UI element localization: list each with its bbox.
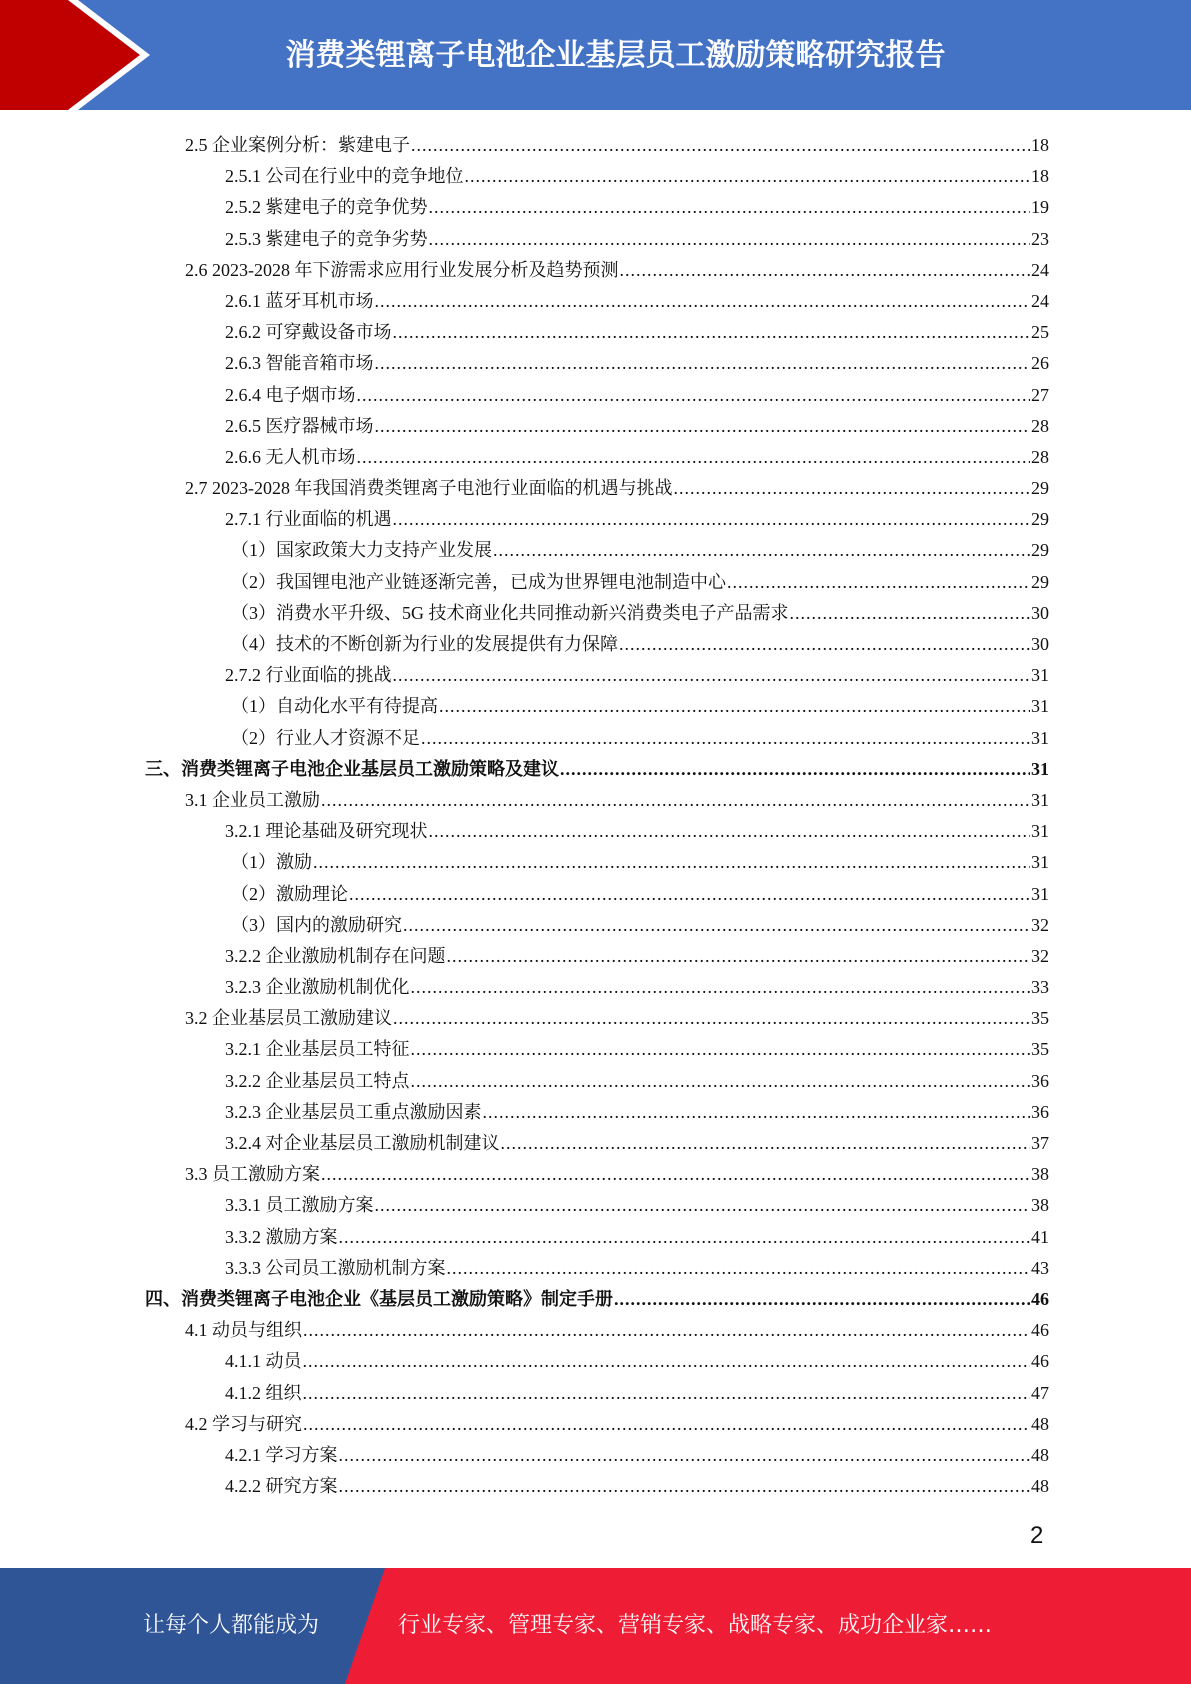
toc-dot-leader [303,1409,1030,1440]
toc-entry-label: 4.2.2 研究方案 [225,1476,338,1497]
toc-entry[interactable] [145,785,1049,816]
toc-dot-leader [619,629,1030,660]
toc-entry[interactable] [145,1440,1049,1471]
toc-dot-leader [429,192,1031,223]
toc-entry-page: 28 [1031,446,1049,467]
toc-entry[interactable] [145,255,1049,286]
toc-dot-leader [393,317,1031,348]
toc-dot-leader [493,535,1030,566]
toc-dot-leader [411,972,1031,1003]
toc-entry-label: 3.2 企业基层员工激励建议 [185,1008,392,1029]
toc-dot-leader [303,1346,1031,1377]
toc-entry[interactable] [145,598,1049,629]
page-number: 2 [1030,1522,1044,1549]
toc-dot-leader [447,941,1031,972]
page-header [0,0,1191,110]
toc-entry[interactable] [145,161,1049,192]
toc-entry-page: 31 [1031,727,1049,748]
toc-entry-label: （1）国家政策大力支持产业发展 [231,540,492,561]
toc-dot-leader [403,910,1030,941]
toc-entry[interactable] [145,1253,1049,1284]
toc-entry[interactable] [145,504,1049,535]
toc-dot-leader [411,1034,1031,1065]
toc-dot-leader [393,1003,1030,1034]
toc-entry-label: 4.1.1 动员 [225,1351,302,1372]
toc-entry-label: 3.3.2 激励方案 [225,1226,338,1247]
toc-entry-page: 31 [1031,789,1049,810]
toc-dot-leader [421,723,1030,754]
toc-entry-page: 32 [1031,945,1049,966]
toc-dot-leader [339,1440,1031,1471]
toc-entry[interactable] [145,941,1049,972]
toc-entry-page: 47 [1031,1382,1049,1403]
toc-entry-page: 29 [1031,540,1049,561]
toc-dot-leader [560,754,1030,785]
toc-entry[interactable] [145,286,1049,317]
toc-entry-page: 30 [1031,602,1049,623]
toc-entry-page: 24 [1031,290,1049,311]
toc-entry[interactable] [145,348,1049,379]
toc-entry-page: 31 [1031,758,1049,779]
toc-dot-leader [483,1097,1031,1128]
toc-entry-page: 18 [1031,166,1049,187]
toc-entry-label: （4）技术的不断创新为行业的发展提供有力保障 [231,634,618,654]
toc-entry-page: 31 [1031,696,1049,717]
toc-entry-label: 2.6.6 无人机市场 [225,446,356,467]
toc-dot-leader [447,1253,1031,1284]
toc-entry-label: 2.7.2 行业面临的挑战 [225,665,392,686]
toc-entry[interactable] [145,411,1049,442]
toc-entry[interactable] [145,1222,1049,1253]
toc-entry[interactable] [145,723,1049,754]
toc-entry-label: 3.2.3 企业基层员工重点激励因素 [225,1101,482,1122]
toc-entry-page: 26 [1031,353,1049,374]
toc-entry-page: 46 [1031,1288,1049,1309]
toc-dot-leader [439,691,1030,722]
document-title: 消费类锂离子电池企业基层员工激励策略研究报告 [285,38,946,73]
toc-entry-label: 2.6.1 蓝牙耳机市场 [225,290,374,311]
toc-entry-page: 33 [1031,977,1049,998]
toc-entry-page: 31 [1031,852,1049,873]
toc-entry[interactable] [145,1409,1049,1440]
toc-entry-label: （1）激励 [231,852,312,873]
toc-entry[interactable] [145,1315,1049,1346]
toc-entry-label: 2.6.3 智能音箱市场 [225,353,374,374]
toc-entry-page: 29 [1031,509,1049,530]
toc-entry-label: 3.2.4 对企业基层员工激励机制建议 [225,1133,500,1153]
toc-dot-leader [375,348,1031,379]
toc-entry[interactable] [145,224,1049,255]
toc-entry-page: 29 [1031,478,1049,499]
toc-entry-page: 31 [1031,821,1049,842]
toc-dot-leader [620,255,1031,286]
toc-entry-page: 24 [1031,259,1049,280]
toc-entry-label: 2.5.2 紫建电子的竞争优势 [225,197,428,218]
toc-entry[interactable] [145,1034,1049,1065]
toc-entry-page: 35 [1031,1008,1049,1029]
toc-entry-page: 31 [1031,883,1049,904]
toc-entry[interactable] [145,1097,1049,1128]
toc-entry[interactable] [145,1471,1049,1502]
toc-entry[interactable] [145,1159,1049,1190]
toc-entry-label: 3.3.3 公司员工激励机制方案 [225,1257,446,1278]
toc-entry[interactable] [145,754,1049,785]
toc-entry-label: 4.1 动员与组织 [185,1320,302,1341]
toc-entry-page: 38 [1031,1164,1049,1185]
toc-entry-label: 2.6.5 医疗器械市场 [225,415,374,436]
toc-dot-leader [429,816,1031,847]
toc-entry-page: 46 [1031,1320,1049,1341]
toc-entry[interactable] [145,1003,1049,1034]
toc-entry-page: 48 [1031,1476,1049,1497]
toc-dot-leader [375,411,1031,442]
toc-entry[interactable] [145,816,1049,847]
toc-dot-leader [339,1222,1031,1253]
toc-entry[interactable] [145,130,1049,161]
toc-dot-leader [674,473,1031,504]
toc-dot-leader [411,130,1030,161]
toc-entry-label: （3）国内的激励研究 [231,914,402,935]
toc-entry-page: 27 [1031,384,1049,405]
toc-entry-label: 2.6.4 电子烟市场 [225,384,356,405]
toc-dot-leader [393,504,1031,535]
toc-entry-page: 28 [1031,415,1049,436]
toc-entry-page: 18 [1031,135,1049,155]
toc-entry[interactable] [145,1128,1049,1159]
toc-dot-leader [429,224,1031,255]
toc-entry-label: 2.6 2023-2028 年下游需求应用行业发展分析及趋势预测 [185,259,619,280]
toc-entry-label: 3.2.1 企业基层员工特征 [225,1039,410,1060]
toc-entry-label: 2.5 企业案例分析：紫建电子 [185,135,410,155]
toc-entry[interactable] [145,629,1049,660]
toc-entry[interactable] [145,691,1049,722]
toc-dot-leader [614,1284,1030,1315]
toc-entry-page: 48 [1031,1413,1049,1434]
toc-entry-page: 36 [1031,1101,1049,1122]
toc-entry-page: 43 [1031,1257,1049,1278]
toc-entry[interactable] [145,317,1049,348]
toc-dot-leader [321,785,1030,816]
toc-entry-label: 4.2.1 学习方案 [225,1444,338,1465]
toc-entry-label: 2.5.1 公司在行业中的竞争地位 [225,166,464,187]
toc-entry[interactable] [145,1284,1049,1315]
toc-entry-page: 41 [1031,1226,1049,1247]
toc-entry[interactable] [145,972,1049,1003]
toc-entry[interactable] [145,473,1049,504]
toc-entry-label: 2.7.1 行业面临的机遇 [225,509,392,530]
toc-dot-leader [375,286,1031,317]
toc-dot-leader [357,380,1031,411]
toc-entry-page: 46 [1031,1351,1049,1372]
toc-entry-page: 19 [1031,197,1049,218]
toc-dot-leader [727,567,1030,598]
toc-entry-label: 三、消费类锂离子电池企业基层员工激励策略及建议 [145,758,559,779]
toc-entry-page: 38 [1031,1195,1049,1216]
footer-slogan-right: 行业专家、管理专家、营销专家、战略专家、成功企业家…… [398,1613,993,1638]
toc-dot-leader [357,442,1031,473]
toc-entry[interactable] [145,1066,1049,1097]
toc-entry-label: 3.2.2 企业激励机制存在问题 [225,945,446,966]
toc-entry-label: 2.5.3 紫建电子的竞争劣势 [225,228,428,249]
toc-dot-leader [411,1066,1031,1097]
toc-entry[interactable] [145,1378,1049,1409]
toc-entry-page: 48 [1031,1444,1049,1465]
toc-entry[interactable] [145,1346,1049,1377]
toc-dot-leader [375,1190,1031,1221]
toc-dot-leader [790,598,1031,629]
toc-entry-page: 25 [1031,322,1049,343]
toc-entry-label: 4.2 学习与研究 [185,1413,302,1434]
page-footer [0,1568,1191,1684]
toc-entry[interactable] [145,380,1049,411]
toc-entry-label: （2）行业人才资源不足 [231,727,420,748]
toc-entry-page: 36 [1031,1070,1049,1091]
toc-entry-label: 3.1 企业员工激励 [185,789,320,810]
toc-dot-leader [465,161,1031,192]
toc-entry-page: 32 [1031,914,1049,935]
toc-entry-label: （3）消费水平升级、5G 技术商业化共同推动新兴消费类电子产品需求 [231,602,789,623]
toc-entry[interactable] [145,1190,1049,1221]
toc-entry[interactable] [145,879,1049,910]
toc-dot-leader [339,1471,1031,1502]
toc-entry-label: 3.3.1 员工激励方案 [225,1195,374,1216]
toc-entry-page: 23 [1031,228,1049,249]
toc-dot-leader [393,660,1031,691]
toc-entry-label: （2）激励理论 [231,883,348,904]
toc-entry-label: 3.3 员工激励方案 [185,1164,320,1185]
toc-entry-label: 四、消费类锂离子电池企业《基层员工激励策略》制定手册 [145,1288,613,1309]
toc-entry[interactable] [145,847,1049,878]
toc-entry[interactable] [145,910,1049,941]
toc-entry-label: 4.1.2 组织 [225,1382,302,1403]
toc-entry-label: 3.2.1 理论基础及研究现状 [225,821,428,842]
footer-slogan-left: 让每个人都能成为 [143,1613,320,1638]
toc-entry-page: 31 [1031,665,1049,686]
toc-entry-page: 35 [1031,1039,1049,1060]
toc-entry-page: 30 [1031,634,1049,654]
toc-dot-leader [303,1378,1031,1409]
toc-entry-label: 3.2.2 企业基层员工特点 [225,1070,410,1091]
toc-entry-page: 37 [1031,1133,1049,1153]
toc-entry-label: 2.6.2 可穿戴设备市场 [225,322,392,343]
toc-entry[interactable] [145,660,1049,691]
toc-entry[interactable] [145,192,1049,223]
toc-entry[interactable] [145,442,1049,473]
toc-entry-label: （1）自动化水平有待提高 [231,696,438,717]
toc-entry-page: 29 [1031,571,1049,592]
toc-dot-leader [321,1159,1030,1190]
toc-dot-leader [501,1128,1031,1159]
toc-entry[interactable] [145,535,1049,566]
toc-entry-label: （2）我国锂电池产业链逐渐完善，已成为世界锂电池制造中心 [231,571,726,592]
toc-dot-leader [303,1315,1030,1346]
toc-dot-leader [313,847,1030,878]
toc-entry[interactable] [145,567,1049,598]
toc-dot-leader [349,879,1030,910]
toc-entry-label: 3.2.3 企业激励机制优化 [225,977,410,998]
table-of-contents [145,130,1049,1502]
toc-entry-label: 2.7 2023-2028 年我国消费类锂离子电池行业面临的机遇与挑战 [185,478,673,499]
